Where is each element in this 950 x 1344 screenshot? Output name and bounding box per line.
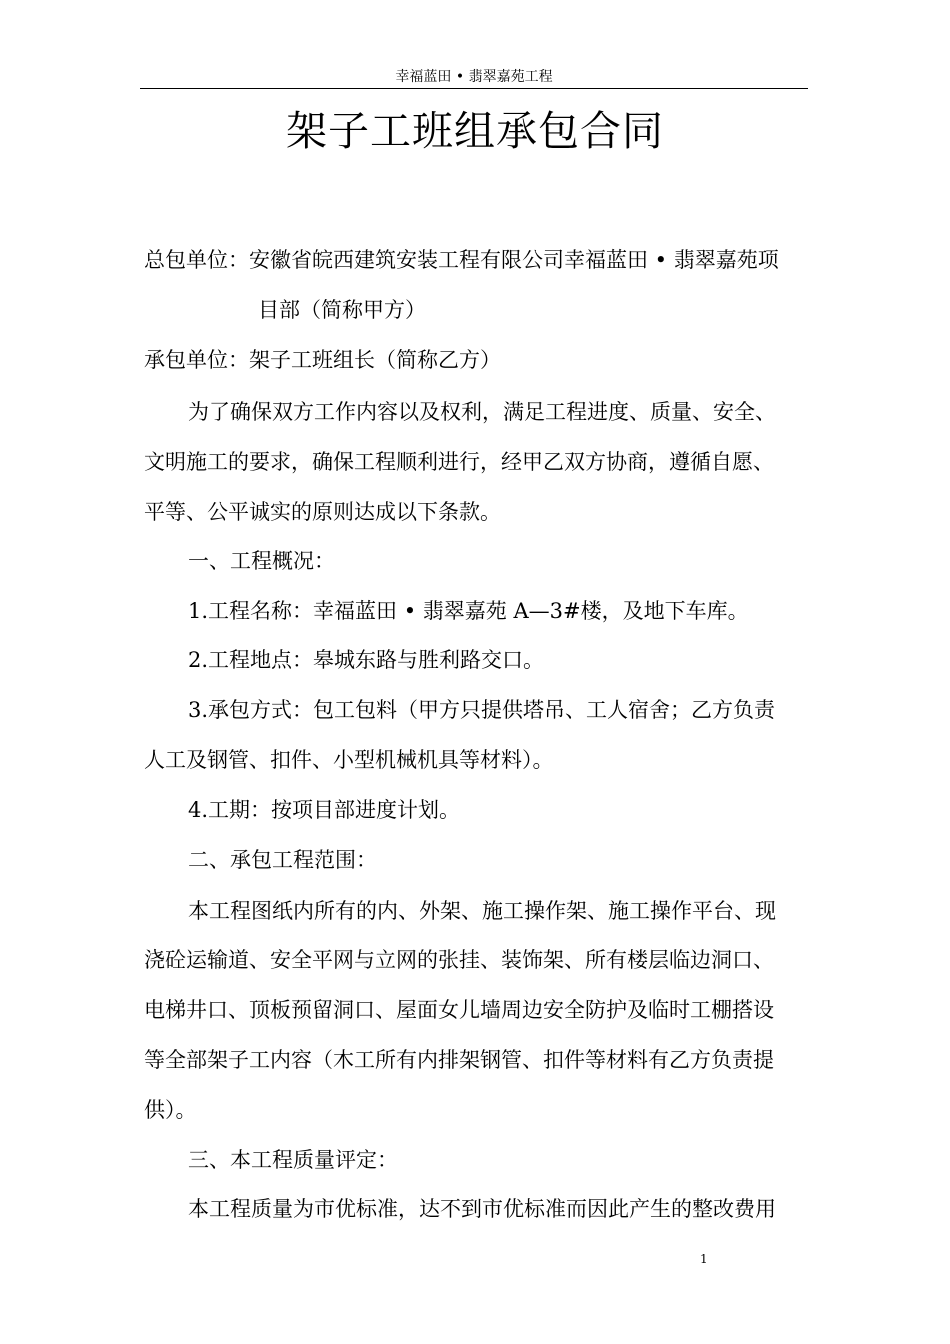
running-header: 幸福蓝田 • 翡翠嘉苑工程 bbox=[395, 69, 553, 85]
section-2-heading: 二、承包工程范围： bbox=[188, 848, 377, 872]
scope-line: 本工程图纸内所有的内、外架、施工操作架、施工操作平台、现 bbox=[188, 899, 776, 923]
section-1-heading: 一、工程概况： bbox=[188, 549, 335, 573]
preamble-line: 文明施工的要求，确保工程顺利进行，经甲乙双方协商，遵循自愿、 bbox=[144, 450, 774, 474]
scope-line: 供）。 bbox=[144, 1098, 197, 1122]
project-location-item: 2.工程地点：皋城东路与胜利路交口。 bbox=[188, 648, 545, 672]
page-number: 1 bbox=[700, 1252, 708, 1266]
document-title: 架子工班组承包合同 bbox=[286, 107, 664, 155]
project-name-item: 1.工程名称：幸福蓝田 • 翡翠嘉苑 A—3#楼，及地下车库。 bbox=[188, 599, 749, 623]
quality-line: 本工程质量为市优标准，达不到市优标准而因此产生的整改费用 bbox=[188, 1197, 776, 1221]
header-rule bbox=[140, 88, 808, 89]
scope-line: 等全部架子工内容（木工所有内排架钢管、扣件等材料有乙方负责提 bbox=[144, 1048, 774, 1072]
scope-line: 电梯井口、顶板预留洞口、屋面女儿墙周边安全防护及临时工棚搭设 bbox=[144, 998, 774, 1022]
contract-method-line-1: 3.承包方式：包工包料（甲方只提供塔吊、工人宿舍；乙方负责 bbox=[188, 698, 776, 722]
contract-method-line-2: 人工及钢管、扣件、小型机械机具等材料）。 bbox=[144, 748, 554, 772]
preamble-line: 为了确保双方工作内容以及权利，满足工程进度、质量、安全、 bbox=[188, 400, 776, 424]
subcontractor-line: 承包单位：架子工班组长（简称乙方） bbox=[144, 348, 501, 372]
contractor-line-1: 总包单位：安徽省皖西建筑安装工程有限公司幸福蓝田 • 翡翠嘉苑项 bbox=[144, 248, 779, 272]
preamble-line: 平等、公平诚实的原则达成以下条款。 bbox=[144, 500, 501, 524]
schedule-item: 4.工期：按项目部进度计划。 bbox=[188, 798, 461, 822]
contractor-line-2: 目部（简称甲方） bbox=[258, 298, 426, 322]
scope-line: 浇砼运输道、安全平网与立网的张挂、装饰架、所有楼层临边洞口、 bbox=[144, 948, 774, 972]
section-3-heading: 三、本工程质量评定： bbox=[188, 1148, 398, 1172]
